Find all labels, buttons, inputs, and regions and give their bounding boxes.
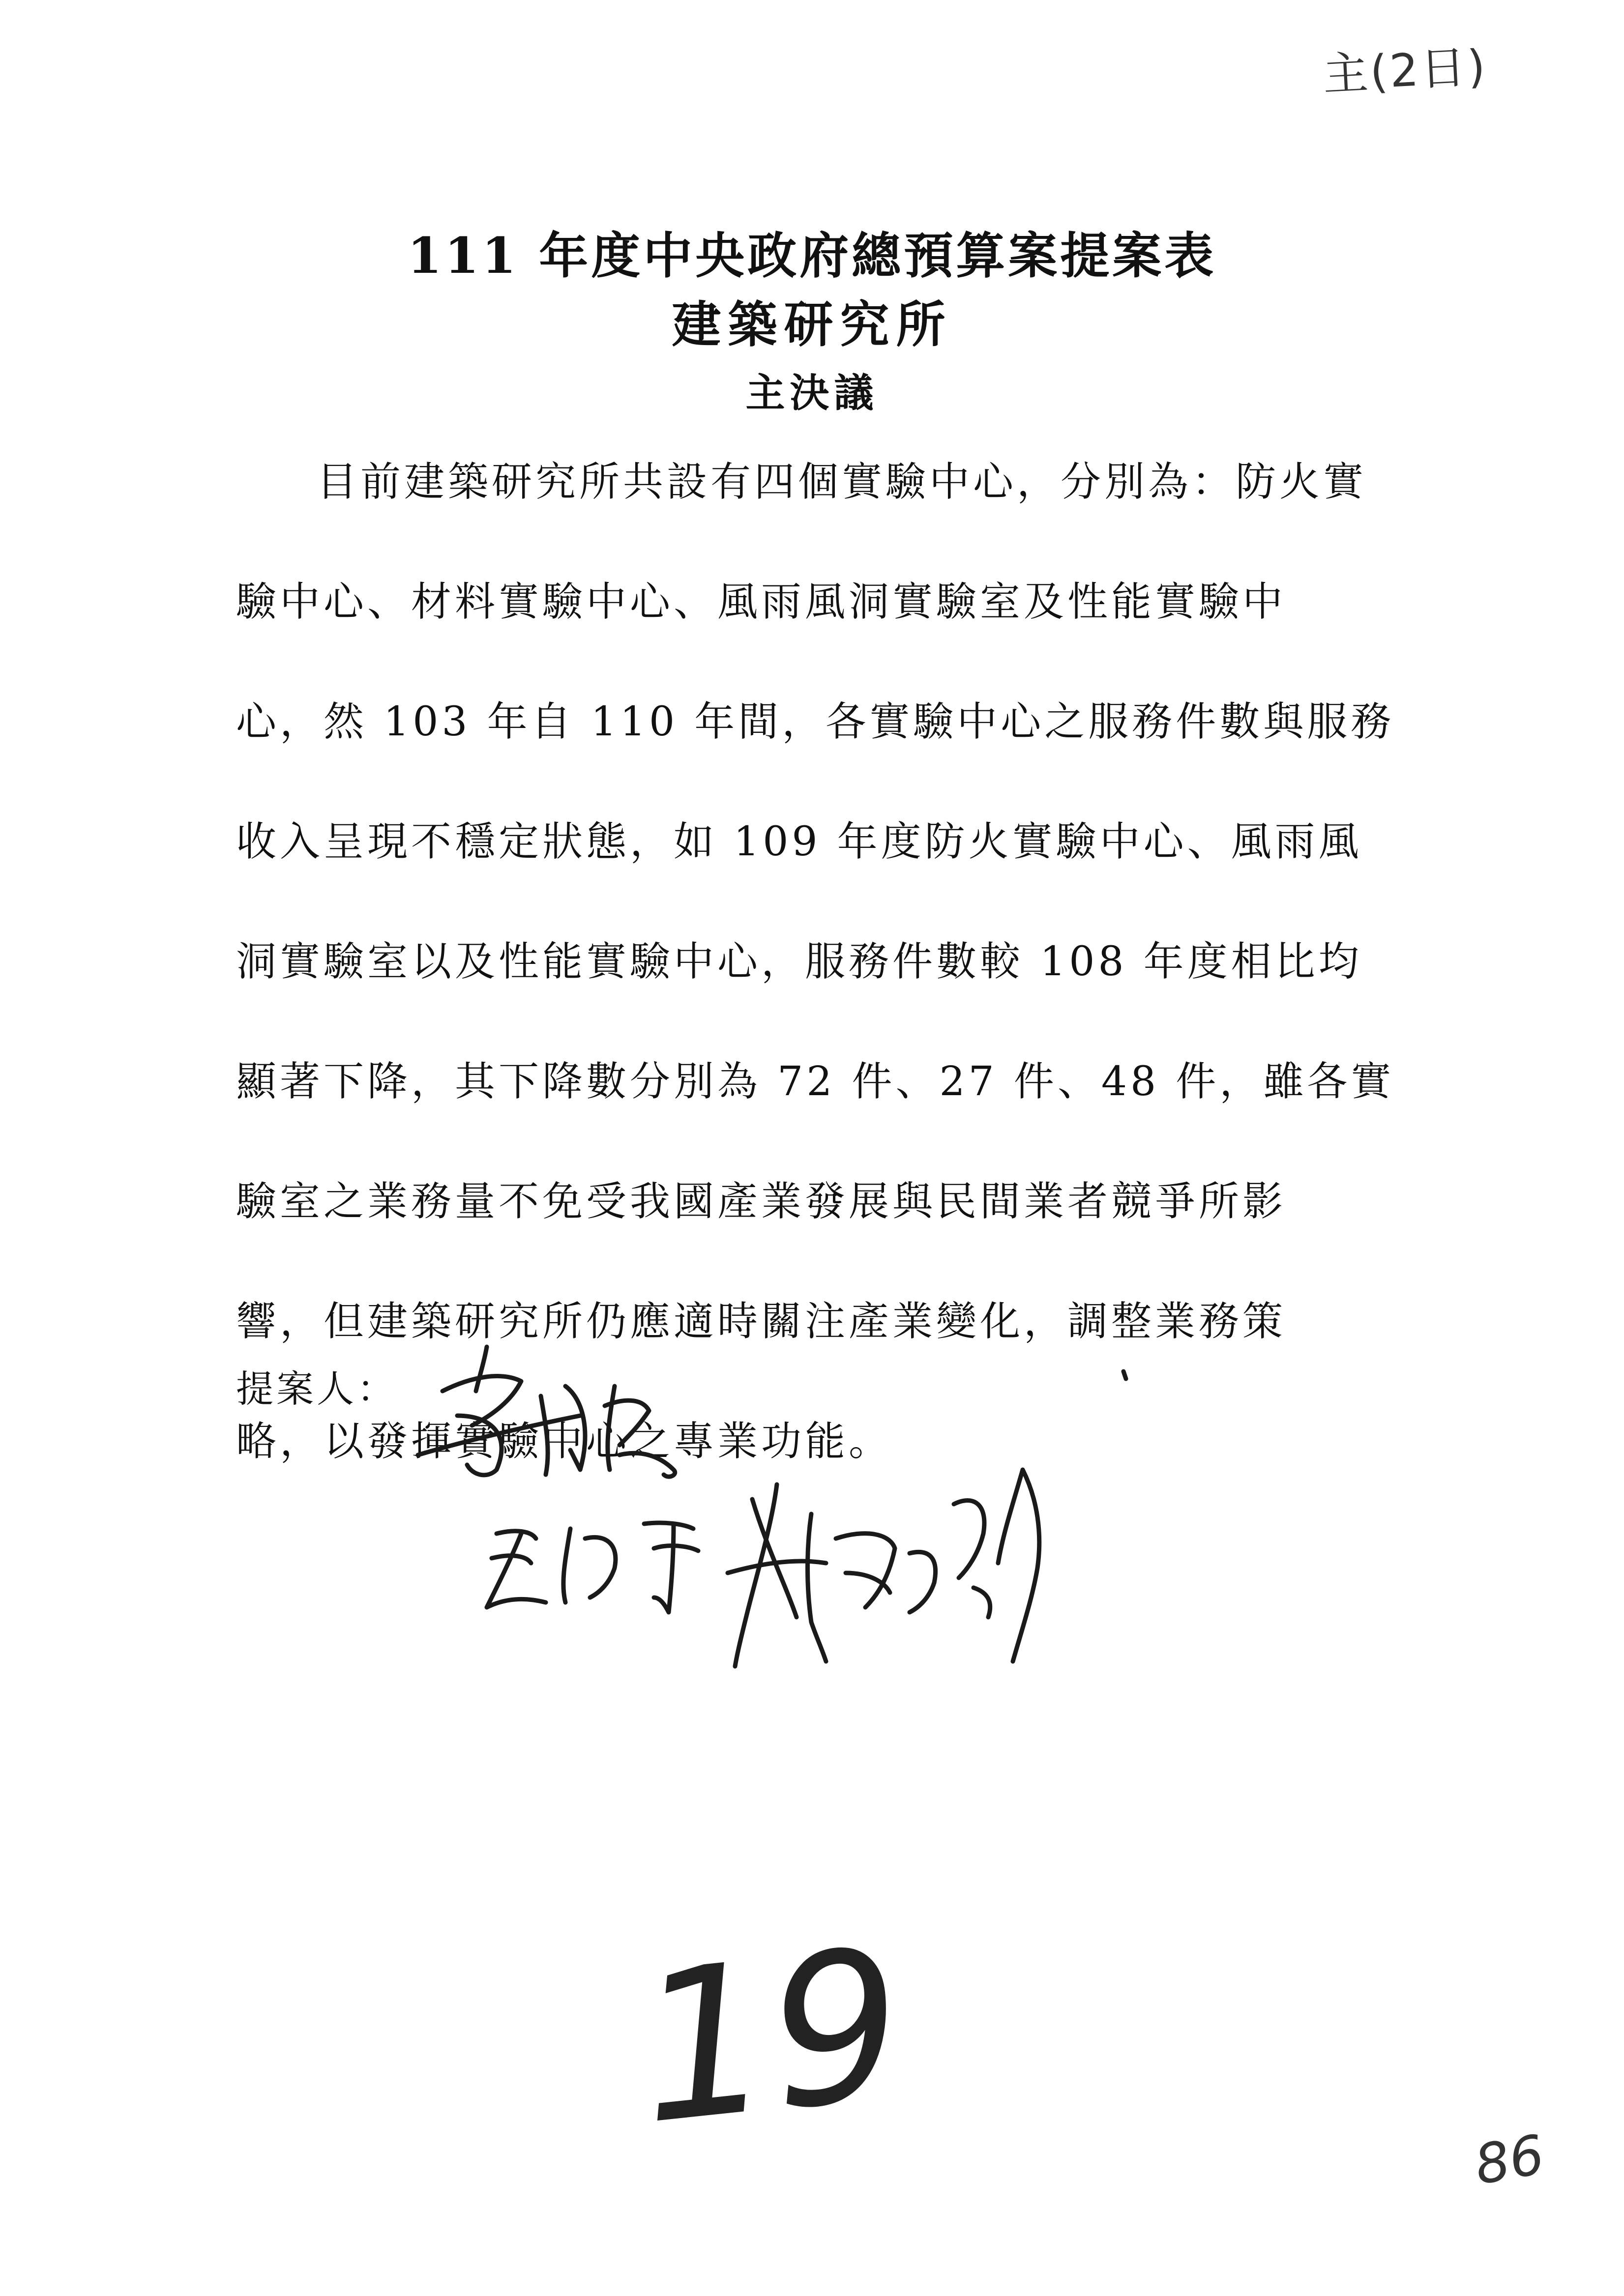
body-line: 響，但建築研究所仍應適時關注產業變化，調整業務策: [236, 1298, 1287, 1345]
agency-name: 建築研究所: [672, 295, 952, 353]
body-line: 驗室之業務量不免受我國產業發展與民間業者競爭所影: [236, 1178, 1287, 1225]
handwritten-corner-note: 主(2日): [1321, 40, 1489, 101]
body-line: 略，以發揮實驗中心之專業功能。: [236, 1418, 893, 1465]
document-title: 111 年度中央政府總預算案提案表: [407, 227, 1217, 285]
signature-1: [418, 1347, 675, 1477]
handwritten-footer-mark: 86: [1470, 2122, 1549, 2197]
ink-dot: [1123, 1371, 1126, 1379]
signature-3: [728, 1470, 1039, 1666]
body-line: 顯著下降，其下降數分別為 72 件、27 件、48 件，雖各實: [236, 1058, 1395, 1105]
handwritten-page-number: 19: [627, 1904, 914, 2171]
body-line: 收入呈現不穩定狀態，如 109 年度防火實驗中心、風雨風: [236, 818, 1362, 865]
body-line: 心，然 103 年自 110 年間，各實驗中心之服務件數與服務: [236, 698, 1395, 745]
signature-2: [487, 1523, 698, 1612]
body-line: 驗中心、材料實驗中心、風雨風洞實驗室及性能實驗中: [236, 579, 1287, 625]
resolution-type: 主決議: [745, 370, 879, 416]
proposer-label: 提案人：: [236, 1367, 397, 1411]
body-line: 洞實驗室以及性能實驗中心，服務件數較 108 年度相比均: [236, 938, 1362, 985]
body-line: 目前建築研究所共設有四個實驗中心，分別為：防火實: [317, 459, 1367, 505]
